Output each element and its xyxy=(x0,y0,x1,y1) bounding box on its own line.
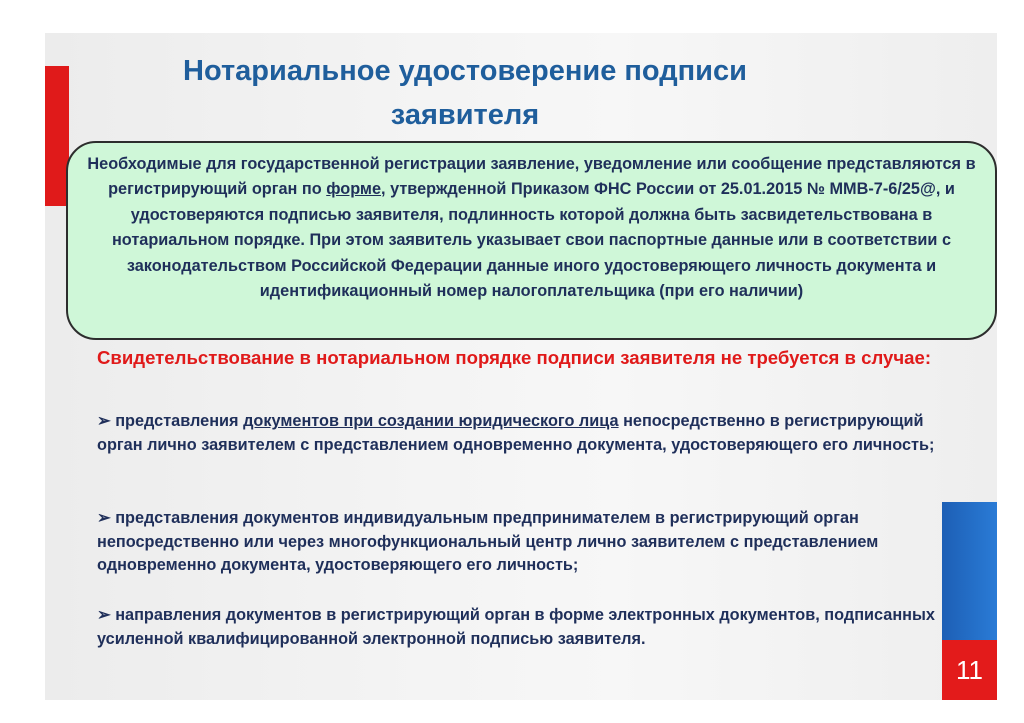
exception-item-3 xyxy=(97,604,947,651)
exception-item-1-text-start: представления xyxy=(115,412,244,430)
arrow-bullet-icon: ➢ xyxy=(97,509,111,527)
arrow-bullet-icon: ➢ xyxy=(97,606,111,624)
right-blue-accent-bar xyxy=(942,502,997,640)
exception-item-1 xyxy=(97,410,947,457)
slide-title xyxy=(150,49,780,137)
arrow-bullet-icon: ➢ xyxy=(97,412,111,430)
exception-item-1-text-end: непосредственно в регистрирующий орган лично заявителем с представлением одновременно документа, удостоверяющего его личность; xyxy=(97,412,935,454)
page-number: 11 xyxy=(956,655,983,685)
slide-title-line-1: Нотариальное удостоверение подписи xyxy=(183,55,747,87)
exception-item-3-text: направления документов в регистрирующий орган в форме электронных документов, подписанных усиленной квалифицированной электронной подписью заявителя. xyxy=(97,606,935,648)
exception-item-2 xyxy=(97,507,947,578)
info-callout-box xyxy=(66,141,997,340)
exception-item-2-text: представления документов индивидуальным предпринимателем в регистрирующий орган непосредственно или через многофункциональный центр лично заявителем с представлением одновременно документа, удостоверяющего его личность; xyxy=(97,509,879,574)
legal-entity-documents-link[interactable]: документов при создании юридического лица xyxy=(243,412,619,430)
form-link[interactable]: форме xyxy=(326,180,382,199)
callout-text-end: , утвержденной Приказом ФНС России от 25.01.2015 № ММВ-7-6/25@, и удостоверяются подписью заявителя, подлинность которой должна быть засвидетельствована в нотариальном порядке. При этом заявитель указывает свои паспортные данные или в соответствии с законодательством Российской Федерации данные иного удостоверяющего личность документа и идентификационный номер налогоплательщика (при его наличии) xyxy=(111,180,955,301)
exception-heading: Свидетельствование в нотариальном порядке подписи заявителя не требуется в случае: xyxy=(97,347,932,368)
slide-title-line-2: заявителя xyxy=(390,99,540,131)
callout-text-start: Необходимые для государственной регистрации заявление, уведомление или сообщение представляются в регистрирующий орган по xyxy=(87,155,976,199)
